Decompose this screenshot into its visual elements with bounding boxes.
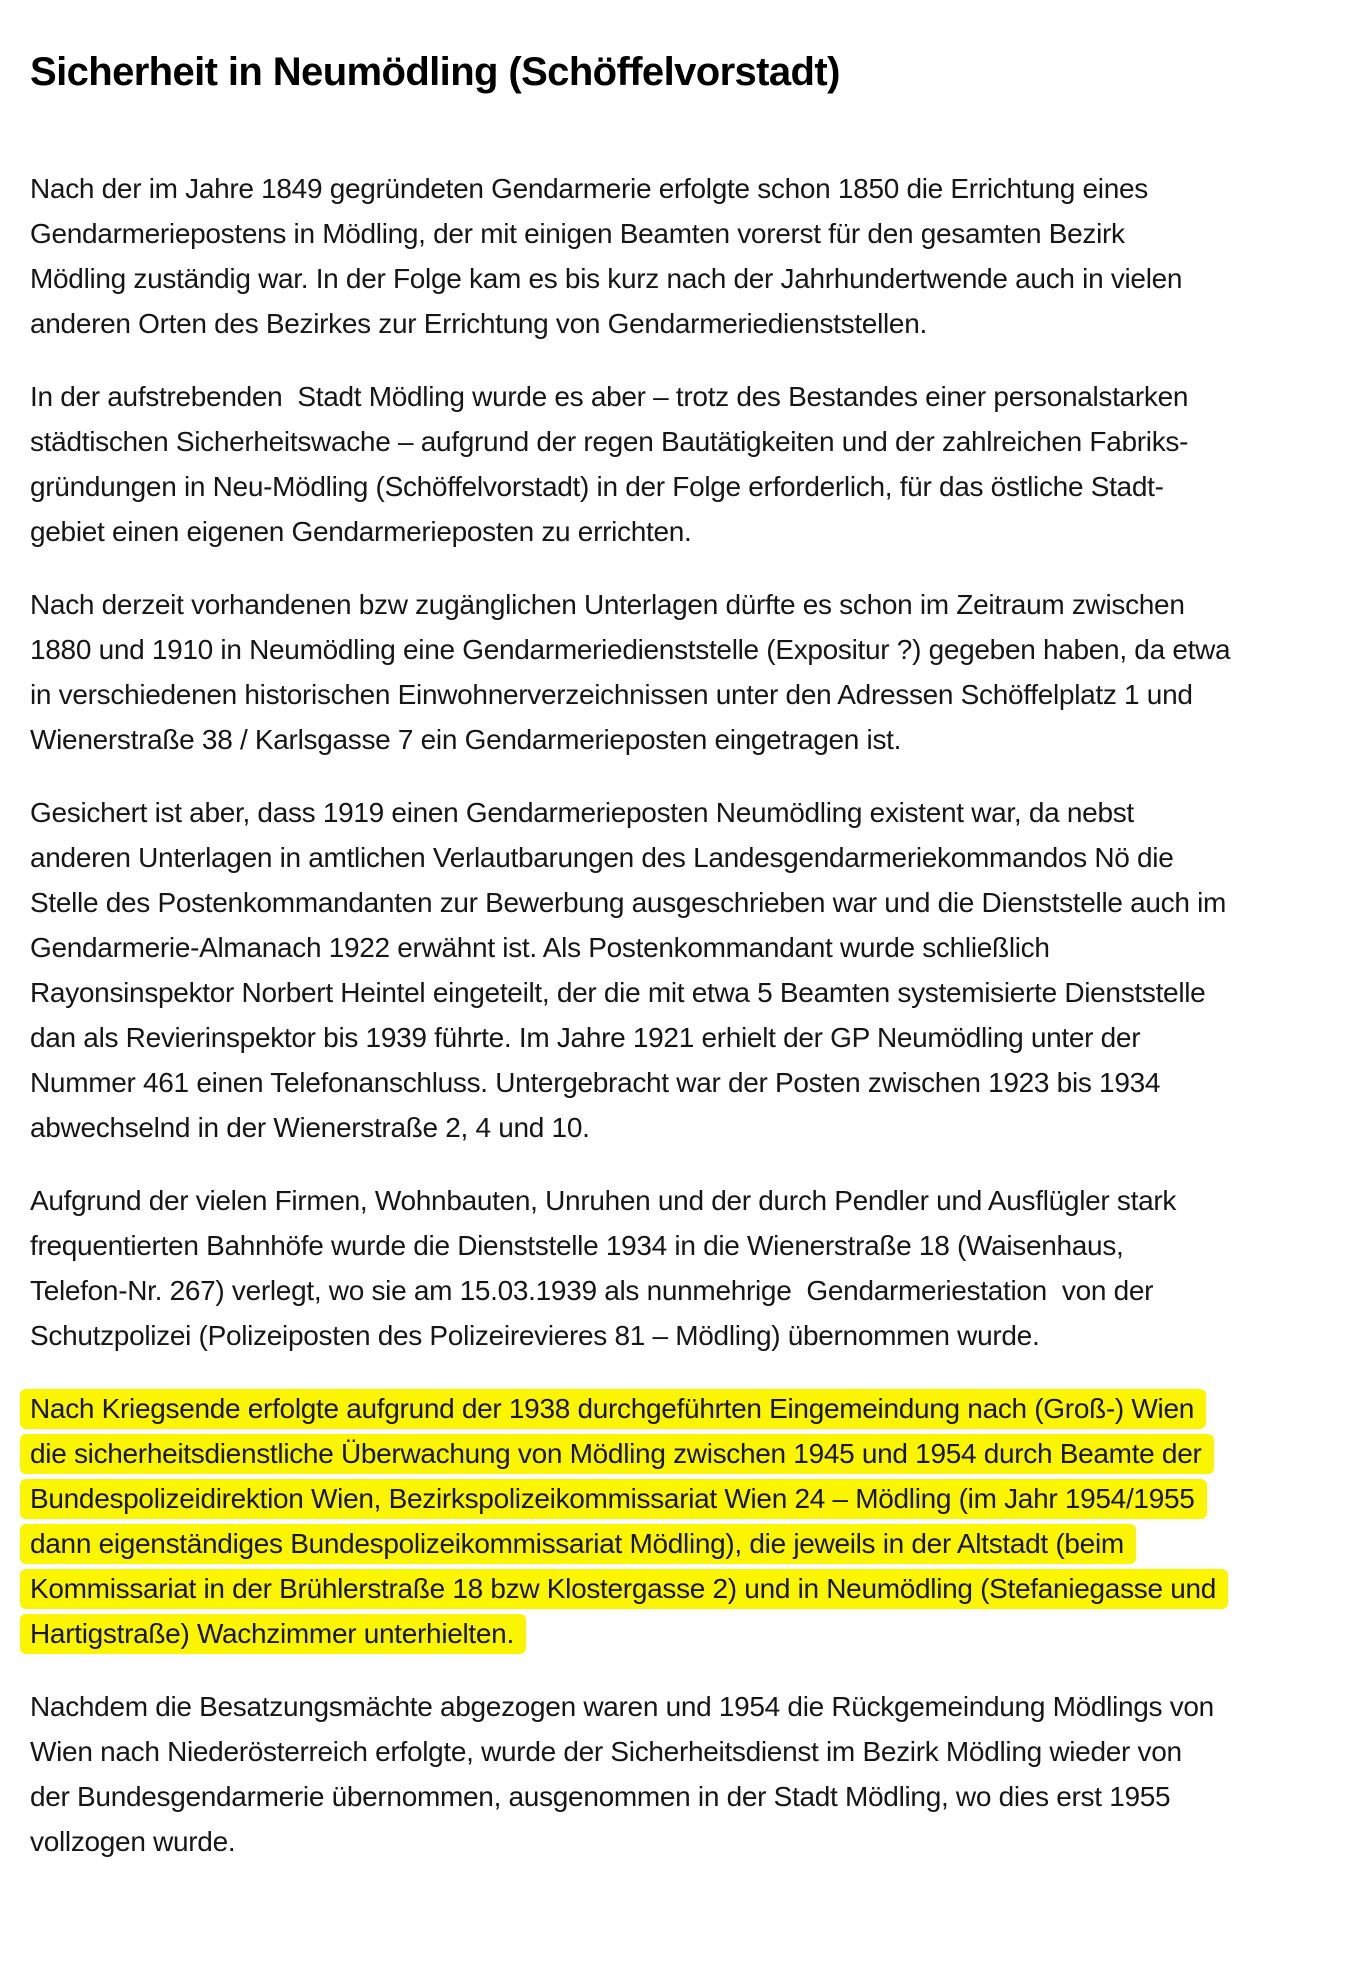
- paragraph: [30, 790, 1337, 1150]
- text-line: Telefon-Nr. 267) verlegt, wo sie am 15.03.1939 als nunmehrige Gendarmeriestation von der: [30, 1275, 1154, 1306]
- text-line: Nummer 461 einen Telefonanschluss. Untergebracht war der Posten zwischen 1923 bis 1934: [30, 1067, 1161, 1098]
- text-line: Gendarmeriepostens in Mödling, der mit einigen Beamten vorerst für den gesamten Bezirk: [30, 218, 1125, 249]
- text-line: frequentierten Bahnhöfe wurde die Dienststelle 1934 in die Wienerstraße 18 (Waisenhaus,: [30, 1230, 1124, 1261]
- text-line: [30, 1521, 1337, 1566]
- paragraph: [30, 582, 1337, 762]
- text-line: Nachdem die Besatzungsmächte abgezogen waren und 1954 die Rückgemeindung Mödlings von: [30, 1691, 1214, 1722]
- text-line: anderen Unterlagen in amtlichen Verlautbarungen des Landesgendarmeriekommandos Nö die: [30, 842, 1174, 873]
- text-line: [30, 1431, 1337, 1476]
- text-line: In der aufstrebenden Stadt Mödling wurde es aber – trotz des Bestandes einer personalstarken: [30, 381, 1189, 412]
- paragraph: [30, 1684, 1337, 1864]
- text-line: [30, 1476, 1337, 1521]
- text-line: Gesichert ist aber, dass 1919 einen Gendarmerieposten Neumödling existent war, da nebst: [30, 797, 1134, 828]
- paragraph: [30, 1178, 1337, 1358]
- text-line: 1880 und 1910 in Neumödling eine Gendarmeriedienststelle (Expositur ?) gegeben haben, da etwa: [30, 634, 1231, 665]
- text-line: gründungen in Neu-Mödling (Schöffelvorstadt) in der Folge erforderlich, für das östliche Stadt-: [30, 471, 1164, 502]
- document-title: Sicherheit in Neumödling (Schöffelvorstadt): [30, 50, 840, 94]
- text-line: Gendarmerie-Almanach 1922 erwähnt ist. Als Postenkommandant wurde schließlich: [30, 932, 1050, 963]
- text-line: Nach der im Jahre 1849 gegründeten Gendarmerie erfolgte schon 1850 die Errichtung eines: [30, 173, 1148, 204]
- text-line: [30, 1611, 1337, 1656]
- text-line: Schutzpolizei (Polizeiposten des Polizeirevieres 81 – Mödling) übernommen wurde.: [30, 1320, 1040, 1351]
- text-line: anderen Orten des Bezirkes zur Errichtung von Gendarmeriedienststellen.: [30, 308, 927, 339]
- text-line: Wien nach Niederösterreich erfolgte, wurde der Sicherheitsdienst im Bezirk Mödling wieder von: [30, 1736, 1182, 1767]
- highlighted-text: Bundespolizeidirektion Wien, Bezirkspolizeikommissariat Wien 24 – Mödling (im Jahr 1954/1955: [20, 1479, 1207, 1519]
- highlighted-text: Nach Kriegsende erfolgte aufgrund der 1938 durchgeführten Eingemeindung nach (Groß-) Wien: [20, 1389, 1206, 1429]
- text-line: gebiet einen eigenen Gendarmerieposten zu errichten.: [30, 516, 692, 547]
- text-line: Wienerstraße 38 / Karlsgasse 7 ein Gendarmerieposten eingetragen ist.: [30, 724, 902, 755]
- text-line: in verschiedenen historischen Einwohnerverzeichnissen unter den Adressen Schöffelplatz 1 und: [30, 679, 1193, 710]
- text-line: Mödling zuständig war. In der Folge kam es bis kurz nach der Jahrhundertwende auch in vielen: [30, 263, 1183, 294]
- text-line: Stelle des Postenkommandanten zur Bewerbung ausgeschrieben war und die Dienststelle auch im: [30, 887, 1227, 918]
- text-line: [30, 1386, 1337, 1431]
- text-line: [30, 1566, 1337, 1611]
- highlighted-text: Hartigstraße) Wachzimmer unterhielten.: [20, 1614, 526, 1654]
- text-line: städtischen Sicherheitswache – aufgrund der regen Bautätigkeiten und der zahlreichen Fabriks-: [30, 426, 1189, 457]
- text-line: Rayonsinspektor Norbert Heintel eingeteilt, der die mit etwa 5 Beamten systemisierte Dienststelle: [30, 977, 1206, 1008]
- text-line: dan als Revierinspektor bis 1939 führte. Im Jahre 1921 erhielt der GP Neumödling unter der: [30, 1022, 1141, 1053]
- highlighted-text: Kommissariat in der Brühlerstraße 18 bzw Klostergasse 2) und in Neumödling (Stefaniegasse und: [20, 1569, 1228, 1609]
- text-line: Nach derzeit vorhandenen bzw zugänglichen Unterlagen dürfte es schon im Zeitraum zwischen: [30, 589, 1185, 620]
- text-line: der Bundesgendarmerie übernommen, ausgenommen in der Stadt Mödling, wo dies erst 1955: [30, 1781, 1171, 1812]
- highlighted-text: die sicherheitsdienstliche Überwachung von Mödling zwischen 1945 und 1954 durch Beamte der: [20, 1434, 1214, 1474]
- highlighted-text: dann eigenständiges Bundespolizeikommissariat Mödling), die jeweils in der Altstadt (beim: [20, 1524, 1136, 1564]
- text-line: abwechselnd in der Wienerstraße 2, 4 und 10.: [30, 1112, 590, 1143]
- paragraph-highlighted: [30, 1386, 1337, 1656]
- text-line: Aufgrund der vielen Firmen, Wohnbauten, Unruhen und der durch Pendler und Ausflügler stark: [30, 1185, 1177, 1216]
- document-page: [0, 48, 1357, 1968]
- document-body: [30, 166, 1337, 1864]
- text-line: vollzogen wurde.: [30, 1826, 236, 1857]
- paragraph: [30, 374, 1337, 554]
- paragraph: [30, 166, 1337, 346]
